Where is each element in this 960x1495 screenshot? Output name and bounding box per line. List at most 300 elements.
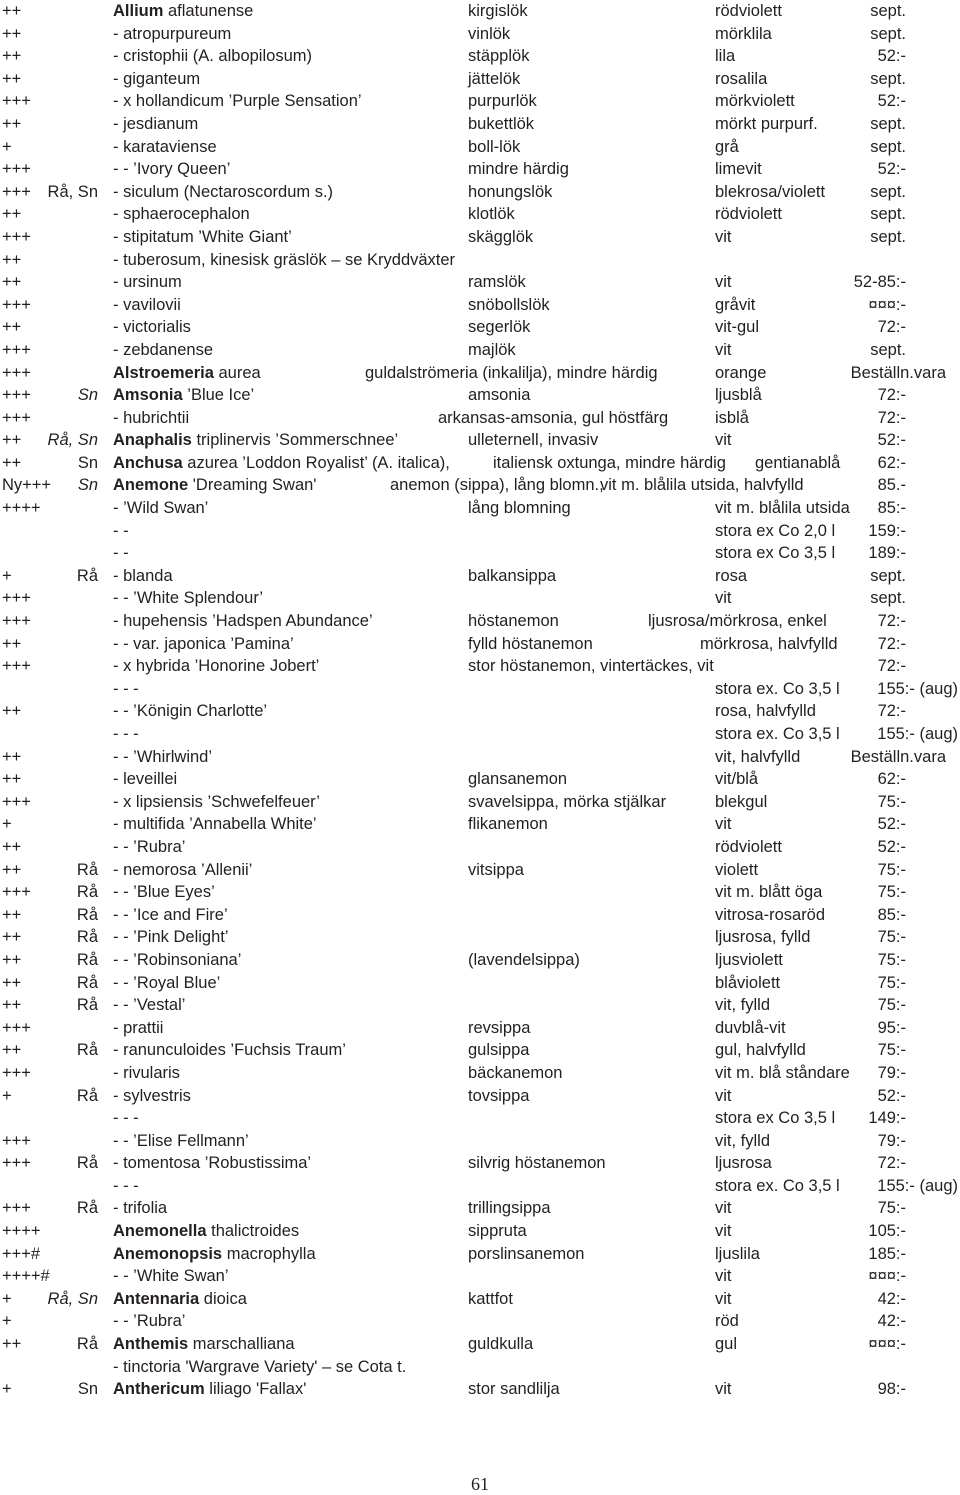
plant-name: [113, 158, 230, 181]
species-cultivar: - leveillei: [113, 770, 178, 789]
flower-color: blekgul: [715, 792, 768, 811]
species-cultivar: - - ’Pink Delight’: [113, 928, 229, 947]
price: 75:-: [877, 1041, 906, 1060]
swedish-name: fylld höstanemon: [468, 634, 593, 653]
plant-name: [113, 859, 252, 882]
flower-color: vitrosa-rosaröd: [715, 905, 826, 924]
genus-name: Anemonella: [113, 1222, 207, 1241]
swedish-name: purpurlök: [468, 92, 537, 111]
list-item: [0, 45, 960, 68]
price: 75:-: [877, 973, 906, 992]
plant-name: [113, 203, 250, 226]
price: 155:- (aug): [877, 1176, 958, 1195]
species-cultivar: - - ’Blue Eyes’: [113, 883, 215, 902]
flower-color: stora ex. Co 3,5 l: [715, 1176, 840, 1195]
price: 72:-: [877, 386, 906, 405]
hardiness-rating: +++: [2, 589, 31, 608]
plant-name: [113, 768, 177, 791]
origin-code: Rå, Sn: [47, 1289, 98, 1308]
plant-name: [113, 90, 362, 113]
list-item: [0, 768, 960, 791]
list-item: [0, 158, 960, 181]
hardiness-rating: +++: [2, 1199, 31, 1218]
price: 52:-: [877, 47, 906, 66]
price: 98:-: [877, 1380, 906, 1399]
origin-code: Rå: [76, 566, 98, 585]
plant-name: [113, 723, 139, 746]
list-item: [0, 68, 960, 91]
flower-color: gul, halvfylld: [715, 1041, 806, 1060]
flower-color: vit: [715, 1086, 732, 1105]
plant-name: [113, 972, 220, 995]
origin-code: Rå: [76, 1335, 98, 1354]
plant-name: [113, 1085, 191, 1108]
plant-name: [113, 1107, 139, 1130]
price: ¤¤¤:-: [868, 295, 906, 314]
origin-code: Rå: [76, 996, 98, 1015]
flower-color: stora ex Co 3,5 l: [715, 1109, 836, 1128]
species-cultivar: ’Blue Ice’: [182, 386, 255, 405]
price: 52:-: [877, 837, 906, 856]
hardiness-rating: ++: [2, 905, 22, 924]
price: 52-85:-: [853, 273, 906, 292]
swedish-name: flikanemon: [468, 815, 548, 834]
genus-name: Anaphalis: [113, 431, 192, 450]
species-cultivar: - ursinum: [113, 273, 182, 292]
price: 155:- (aug): [877, 679, 958, 698]
price: sept.: [870, 340, 906, 359]
plant-name: [113, 791, 320, 814]
plant-name: [113, 700, 267, 723]
list-item: [0, 0, 960, 23]
swedish-name: jättelök: [468, 69, 521, 88]
price: 42:-: [877, 1312, 906, 1331]
swedish-name: balkansippa: [468, 566, 557, 585]
flower-color: röd: [715, 1312, 739, 1331]
species-cultivar: - - ’Royal Blue’: [113, 973, 221, 992]
price: 72:-: [877, 657, 906, 676]
hardiness-rating: +: [2, 1380, 12, 1399]
flower-color: gråvit: [715, 295, 756, 314]
flower-color: vit-gul: [715, 318, 760, 337]
plant-name: [113, 136, 217, 159]
species-cultivar: - karataviense: [113, 137, 217, 156]
plant-name: [113, 407, 189, 430]
list-item: [0, 836, 960, 859]
hardiness-rating: ++: [2, 453, 22, 472]
plant-name: [113, 994, 185, 1017]
plant-name: [113, 474, 316, 497]
plant-name: [113, 565, 173, 588]
list-item: [0, 1175, 960, 1198]
list-item: [0, 113, 960, 136]
species-cultivar: thalictroides: [206, 1222, 300, 1241]
hardiness-rating: ++: [2, 973, 22, 992]
species-cultivar: - hupehensis ’Hadspen Abundance’: [113, 612, 373, 631]
price: 105:-: [868, 1222, 906, 1241]
species-cultivar: - rivularis: [113, 1063, 180, 1082]
hardiness-rating: ++: [2, 2, 22, 20]
plant-name: [113, 610, 373, 633]
plant-name: [113, 316, 191, 339]
list-item: [0, 136, 960, 159]
list-item: [0, 904, 960, 927]
hardiness-rating: +: [2, 1086, 12, 1105]
species-cultivar: - x hybrida ’Honorine Jobert’: [113, 657, 320, 676]
list-item: [0, 972, 960, 995]
price: 72:-: [877, 1154, 906, 1173]
price: sept.: [870, 566, 906, 585]
price: 75:-: [877, 996, 906, 1015]
price: 52:-: [877, 431, 906, 450]
origin-code: Rå: [76, 883, 98, 902]
hardiness-rating: Ny+++: [2, 476, 52, 495]
list-item: [0, 1220, 960, 1243]
flower-color: ljusviolett: [715, 950, 783, 969]
species-cultivar: - sylvestris: [113, 1086, 191, 1105]
species-cultivar: - - -: [113, 1176, 139, 1195]
swedish-name: stäpplök: [468, 47, 530, 66]
species-cultivar: - trifolia: [113, 1199, 168, 1218]
price: 72:-: [877, 634, 906, 653]
origin-code: Rå: [76, 928, 98, 947]
hardiness-rating: ++: [2, 250, 22, 269]
species-cultivar: - sphaerocephalon: [113, 205, 250, 224]
list-item: [0, 249, 960, 272]
hardiness-rating: ++++#: [2, 1267, 50, 1286]
plant-name: [113, 1356, 406, 1379]
swedish-name: glansanemon: [468, 770, 568, 789]
list-item: [0, 542, 960, 565]
species-cultivar: macrophylla: [222, 1244, 316, 1263]
swedish-name: bukettlök: [468, 114, 535, 133]
hardiness-rating: ++: [2, 69, 22, 88]
list-item: [0, 813, 960, 836]
list-item: [0, 429, 960, 452]
origin-code: Rå: [76, 973, 98, 992]
list-item: [0, 746, 960, 769]
price: 189:-: [868, 544, 906, 563]
hardiness-rating: +: [2, 1289, 12, 1308]
species-cultivar: - vavilovii: [113, 295, 181, 314]
list-item: [0, 474, 960, 497]
species-cultivar: - - ’Rubra’: [113, 1312, 186, 1331]
price: ¤¤¤:-: [868, 1267, 906, 1286]
list-item: [0, 1062, 960, 1085]
species-cultivar: - - ’Elise Fellmann’: [113, 1131, 249, 1150]
flower-color: vit: [715, 227, 732, 246]
hardiness-rating: ++: [2, 860, 22, 879]
plant-name: [113, 520, 129, 543]
price: 159:-: [868, 521, 906, 540]
genus-name: Anemonopsis: [113, 1244, 223, 1263]
species-cultivar: - - ’White Splendour’: [113, 589, 264, 608]
list-item: [0, 384, 960, 407]
list-item: [0, 1356, 960, 1379]
swedish-name: porslinsanemon: [468, 1244, 585, 1263]
flower-color: vit m. blålila utsida, halvfylld: [600, 476, 804, 495]
species-cultivar: - - -: [113, 725, 139, 743]
plant-name: [113, 1288, 247, 1311]
price: 75:-: [877, 792, 906, 811]
flower-color: orange: [715, 363, 767, 382]
hardiness-rating: ++: [2, 318, 22, 337]
plant-name: [113, 949, 241, 972]
flower-color: rödviolett: [715, 837, 782, 856]
species-cultivar: - - ’Ice and Fire’: [113, 905, 228, 924]
list-item: [0, 203, 960, 226]
species-cultivar: aflatunense: [163, 2, 254, 20]
flower-color: rosa, halvfylld: [715, 702, 816, 721]
list-item: [0, 1310, 960, 1333]
list-item: [0, 949, 960, 972]
list-item: [0, 520, 960, 543]
price: 149:-: [868, 1109, 906, 1128]
plant-name: [113, 1152, 311, 1175]
hardiness-rating: +++: [2, 408, 31, 427]
flower-color: vit: [715, 273, 732, 292]
price: sept.: [870, 2, 906, 20]
list-item: [0, 1039, 960, 1062]
plant-name: [113, 113, 198, 136]
price: 72:-: [877, 318, 906, 337]
hardiness-rating: ++: [2, 702, 22, 721]
flower-color: lila: [715, 47, 736, 66]
swedish-name: bäckanemon: [468, 1063, 563, 1082]
hardiness-rating: ++: [2, 634, 22, 653]
list-item: [0, 1152, 960, 1175]
price: 155:- (aug): [877, 725, 958, 743]
plant-name: [113, 226, 292, 249]
species-cultivar: dioica: [199, 1289, 247, 1308]
plant-name: [113, 1265, 229, 1288]
list-item: [0, 316, 960, 339]
plant-name: [113, 926, 229, 949]
hardiness-rating: ++: [2, 205, 22, 224]
list-item: [0, 565, 960, 588]
price: 95:-: [877, 1018, 906, 1037]
swedish-name: tovsippa: [468, 1086, 530, 1105]
price: 72:-: [877, 408, 906, 427]
hardiness-rating: +++: [2, 386, 31, 405]
price: 75:-: [877, 860, 906, 879]
plant-name: [113, 1243, 316, 1266]
swedish-name: vitsippa: [468, 860, 524, 879]
price: 52:-: [877, 92, 906, 111]
price: 79:-: [877, 1131, 906, 1150]
swedish-name: anemon (sippa), lång blomn.,: [390, 476, 604, 495]
flower-color: vit: [715, 1380, 732, 1399]
price: sept.: [870, 137, 906, 156]
list-item: [0, 881, 960, 904]
price: 85:-: [877, 499, 906, 518]
hardiness-rating: +++: [2, 92, 31, 111]
list-item: [0, 1288, 960, 1311]
hardiness-rating: ++: [2, 1041, 22, 1060]
species-cultivar: - -: [113, 521, 129, 540]
swedish-name: (lavendelsippa): [468, 950, 580, 969]
hardiness-rating: +++: [2, 1154, 31, 1173]
species-cultivar: - atropurpureum: [113, 24, 232, 43]
flower-color: isblå: [715, 408, 749, 427]
swedish-name: honungslök: [468, 182, 553, 201]
price: 185:-: [868, 1244, 906, 1263]
list-item: [0, 497, 960, 520]
plant-name: [113, 1130, 249, 1153]
price: sept.: [870, 69, 906, 88]
species-cultivar: azurea ’Loddon Royalist’ (A. italica),: [182, 453, 450, 472]
plant-name: [113, 655, 319, 678]
flower-color: rosa: [715, 566, 748, 585]
hardiness-rating: ++++: [2, 499, 41, 518]
species-cultivar: - victorialis: [113, 318, 191, 337]
species-cultivar: - stipitatum ’White Giant’: [113, 227, 292, 246]
swedish-name: trillingsippa: [468, 1199, 551, 1218]
genus-name: Anthericum: [113, 1380, 205, 1399]
flower-color: violett: [715, 860, 759, 879]
swedish-name: gulsippa: [468, 1041, 530, 1060]
hardiness-rating: +++: [2, 792, 31, 811]
hardiness-rating: +++: [2, 182, 31, 201]
genus-name: Amsonia: [113, 386, 183, 405]
flower-color: rödviolett: [715, 2, 782, 20]
plant-name: [113, 542, 129, 565]
species-cultivar: - nemorosa ’Allenii’: [113, 860, 253, 879]
price: 79:-: [877, 1063, 906, 1082]
genus-name: Anthemis: [113, 1335, 189, 1354]
flower-color: rosalila: [715, 69, 768, 88]
plant-name: [113, 497, 208, 520]
price: 52:-: [877, 1086, 906, 1105]
swedish-name: klotlök: [468, 205, 515, 224]
price: 52:-: [877, 815, 906, 834]
plant-name: [113, 678, 139, 701]
list-item: [0, 859, 960, 882]
species-cultivar: - - -: [113, 1109, 139, 1128]
list-item: [0, 723, 960, 746]
hardiness-rating: +: [2, 566, 12, 585]
price: sept.: [870, 24, 906, 43]
species-cultivar: - jesdianum: [113, 114, 199, 133]
hardiness-rating: ++: [2, 431, 22, 450]
swedish-name: kattfot: [468, 1289, 513, 1308]
plant-name: [113, 45, 312, 68]
flower-color: vit, fylld: [715, 1131, 771, 1150]
species-cultivar: - prattii: [113, 1018, 164, 1037]
hardiness-rating: +++: [2, 160, 31, 179]
flower-color: blåviolett: [715, 973, 781, 992]
list-item: [0, 700, 960, 723]
flower-color: stora ex. Co 3,5 l: [715, 725, 840, 743]
plant-name: [113, 1197, 167, 1220]
list-item: [0, 407, 960, 430]
swedish-name: sippruta: [468, 1222, 527, 1241]
plant-name: [113, 384, 254, 407]
list-item: [0, 181, 960, 204]
species-cultivar: - -: [113, 544, 129, 563]
plant-name: [113, 1039, 346, 1062]
swedish-name: boll-lök: [468, 137, 521, 156]
species-cultivar: - zebdanense: [113, 340, 213, 359]
list-item: [0, 926, 960, 949]
flower-color: vit: [715, 1222, 732, 1241]
list-item: [0, 587, 960, 610]
price: sept.: [870, 114, 906, 133]
list-item: [0, 1085, 960, 1108]
genus-name: Alstroemeria: [113, 363, 214, 382]
list-item: [0, 1130, 960, 1153]
origin-code: Rå, Sn: [47, 182, 98, 201]
price: 62:-: [877, 770, 906, 789]
plant-name: [113, 881, 215, 904]
swedish-name: kirgislök: [468, 2, 528, 20]
plant-name: [113, 1310, 185, 1333]
hardiness-rating: ++: [2, 1335, 22, 1354]
flower-color: vit: [715, 431, 732, 450]
species-cultivar: - hubrichtii: [113, 408, 190, 427]
hardiness-rating: +++: [2, 883, 31, 902]
hardiness-rating: +++: [2, 612, 31, 631]
page-number: 61: [471, 1474, 489, 1494]
flower-color: vit m. blått öga: [715, 883, 823, 902]
plant-name: [113, 1220, 299, 1243]
hardiness-rating: ++++: [2, 1222, 41, 1241]
plant-name: [113, 587, 263, 610]
genus-name: Antennaria: [113, 1289, 200, 1308]
origin-code: Sn: [77, 1380, 98, 1399]
price: 72:-: [877, 612, 906, 631]
list-item: [0, 1017, 960, 1040]
plant-name: [113, 294, 181, 317]
flower-color: vit: [715, 1267, 732, 1286]
price: sept.: [870, 205, 906, 224]
species-cultivar: - x lipsiensis ’Schwefelfeuer’: [113, 792, 320, 811]
swedish-name: guldkulla: [468, 1335, 534, 1354]
list-item: [0, 90, 960, 113]
price: sept.: [870, 227, 906, 246]
plant-name: [113, 0, 253, 23]
plant-name: [113, 1175, 139, 1198]
list-item: [0, 678, 960, 701]
origin-code: Rå: [76, 905, 98, 924]
swedish-name: snöbollslök: [468, 295, 550, 314]
flower-color: vit: [715, 340, 732, 359]
flower-color: vit m. blå ståndare: [715, 1063, 850, 1082]
species-cultivar: - - ’White Swan’: [113, 1267, 229, 1286]
price: 75:-: [877, 928, 906, 947]
hardiness-rating: +: [2, 1312, 12, 1331]
origin-code: Rå: [76, 1086, 98, 1105]
genus-name: Anemone: [113, 476, 189, 495]
plant-name: [113, 1378, 306, 1401]
list-item: [0, 362, 960, 385]
species-cultivar: marschalliana: [188, 1335, 295, 1354]
list-item: [0, 1378, 960, 1401]
flower-color: gul: [715, 1335, 738, 1354]
species-cultivar: - multifida ’Annabella White’: [113, 815, 317, 834]
swedish-name: svavelsippa, mörka stjälkar: [468, 792, 667, 811]
swedish-name: segerlök: [468, 318, 531, 337]
genus-name: Anchusa: [113, 453, 183, 472]
origin-code: Sn: [77, 453, 98, 472]
list-item: [0, 655, 960, 678]
plant-name: [113, 1017, 163, 1040]
plant-name: [113, 813, 317, 836]
plant-name: [113, 362, 261, 385]
species-cultivar: - - ’Robinsoniana’: [113, 950, 242, 969]
species-cultivar: - - ’Ivory Queen’: [113, 160, 231, 179]
species-cultivar: - ’Wild Swan’: [113, 499, 209, 518]
